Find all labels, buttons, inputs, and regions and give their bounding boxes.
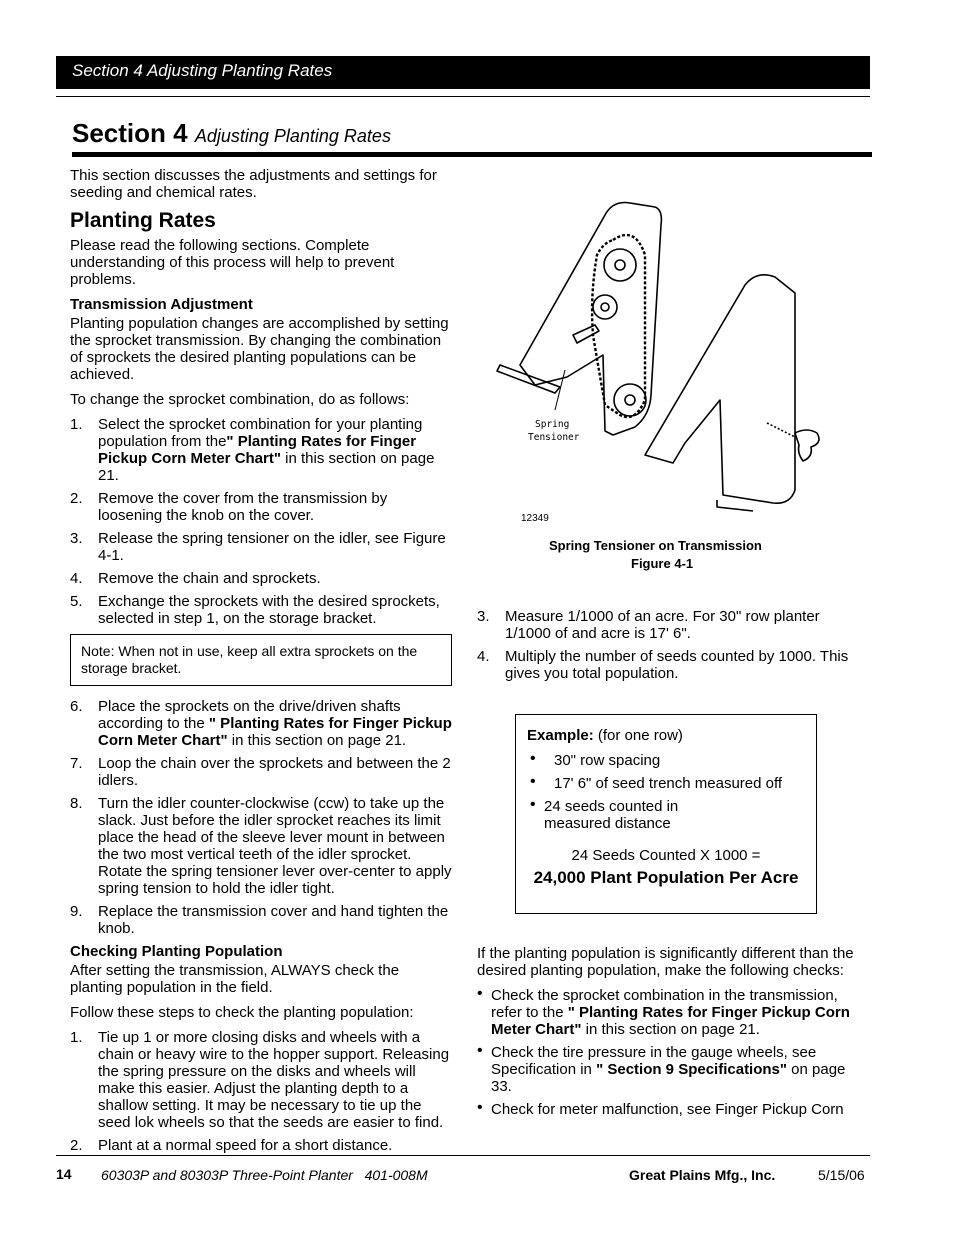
footer-date: 5/15/06: [818, 1167, 865, 1183]
steps-list-c: [70, 1029, 452, 1154]
steps-list-right: [477, 608, 863, 682]
list-text: [98, 903, 452, 937]
transmission-heading: Transmission Adjustment: [70, 296, 253, 313]
text-pre: Loop the chain over the sprockets and between the 2 idlers.: [98, 755, 451, 789]
list-text: Plant at a normal speed for a short distance.: [98, 1137, 393, 1154]
text-pre: Place the sprockets on the drive/driven shafts according to the: [98, 698, 401, 732]
right-column-steps: [477, 608, 863, 688]
transmission-paragraph: Planting population changes are accomplished by setting the sprocket transmission. By changing the combination of sprockets the desired planting populations can be achieved.: [70, 315, 449, 383]
text-pre: Remove the chain and sprockets.: [98, 570, 321, 587]
footer-rule: [56, 1155, 870, 1156]
planting-rates-heading: Planting Rates: [70, 209, 216, 232]
list-item: [70, 593, 452, 627]
list-number: 6.: [70, 698, 83, 715]
checks-intro: If the planting population is significantly different than the desired planting population, make the following checks:: [477, 945, 854, 979]
title-rule: [72, 152, 872, 157]
list-number: 2.: [70, 1137, 83, 1154]
running-header-title: Section 4 Adjusting Planting Rates: [72, 61, 333, 80]
list-item: [477, 648, 863, 682]
text-pre: Check the tire pressure in the gauge wheels, see Specification in: [491, 1044, 817, 1078]
list-text: [98, 570, 452, 587]
list-item: [70, 903, 452, 937]
change-intro: To change the sprocket combination, do as follows:: [70, 391, 410, 408]
figure-label: Figure 4-1: [631, 556, 694, 571]
example-bullet: • 24 seeds counted in measured distance: [530, 798, 744, 832]
steps-list-b: [70, 698, 452, 937]
list-item: [70, 1029, 452, 1131]
list-number: 7.: [70, 755, 83, 772]
figure-caption: Spring Tensioner on Transmission: [549, 538, 762, 553]
example-suffix: (for one row): [593, 727, 683, 744]
middle-sprocket: [593, 295, 617, 319]
knob-bolt: [767, 423, 795, 437]
list-number: 4.: [70, 570, 83, 587]
example-bullets: [530, 752, 800, 832]
lower-sprocket: [614, 384, 646, 416]
footer-doc-title: 60303P and 80303P Three-Point Planter 401-008M: [101, 1167, 428, 1183]
note-box: Note: When not in use, keep all extra sprockets on the storage bracket.: [70, 634, 452, 686]
list-item: [70, 1137, 452, 1154]
text-pre: Release the spring tensioner on the idler, see Figure 4-1.: [98, 530, 446, 564]
text-post: on page 33.: [491, 1061, 846, 1095]
list-text: Tie up 1 or more closing disks and wheels with a chain or heavy wire to the hopper support. Releasing the spring pressure on the disks and wheels will make this easier. Adjust the planting depth to a shallow setting. It may be necessary to tie up the seed lok wheels so that the seeds are easier to find.: [98, 1029, 450, 1131]
checks-list: [477, 987, 859, 1118]
upper-sprocket-hub: [615, 260, 625, 270]
check-item: [477, 1044, 859, 1095]
intro-paragraph: This section discusses the adjustments and settings for seeding and chemical rates.: [70, 167, 437, 201]
list-text: [98, 530, 452, 564]
housing-plate: [520, 203, 661, 436]
list-number: 1.: [70, 1029, 83, 1046]
bracket: [497, 365, 560, 393]
list-number: 4.: [477, 648, 490, 665]
text-pre: Replace the transmission cover and hand tighten the knob.: [98, 903, 449, 937]
text-pre: Check for meter malfunction, see Finger Pickup Corn: [491, 1101, 844, 1118]
text-post: in this section on page 21.: [581, 1021, 760, 1038]
list-text: [98, 416, 452, 484]
list-text: [98, 698, 452, 749]
text-bold: " Planting Rates for Finger Pickup Corn Meter Chart": [98, 715, 452, 749]
example-label: Example:: [527, 727, 594, 744]
list-text: Measure 1/1000 of an acre. For 30" row planter 1/1000 of and acre is 17' 6".: [505, 608, 820, 642]
section-title: [72, 118, 391, 151]
checking-paragraph: After setting the transmission, ALWAYS check the planting population in the field.: [70, 962, 400, 996]
list-number: 8.: [70, 795, 83, 812]
list-item: [70, 698, 452, 749]
checking-heading: Checking Planting Population: [70, 943, 283, 960]
list-number: 3.: [70, 530, 83, 547]
list-item: [70, 490, 452, 524]
planting-rates-paragraph: Please read the following sections. Complete understanding of this process will help to prevent problems.: [70, 237, 395, 288]
callout-label-line2: Tensioner: [528, 432, 580, 443]
list-item: [70, 755, 452, 789]
upper-sprocket: [604, 249, 636, 281]
figure-number: 12349: [521, 513, 549, 524]
list-item: [70, 416, 452, 484]
example-box: [515, 714, 817, 914]
list-number: 1.: [70, 416, 83, 433]
text-pre: Exchange the sprockets with the desired sprockets, selected in step 1, on the storage bracket.: [98, 593, 440, 627]
list-number: 3.: [477, 608, 490, 625]
follow-paragraph: Follow these steps to check the planting population:: [70, 1004, 414, 1021]
check-item: [477, 1101, 859, 1118]
callout-label-line1: Spring: [535, 419, 570, 430]
cover-flange: [717, 500, 753, 511]
text-bold: " Planting Rates for Finger Pickup Corn Meter Chart": [491, 1004, 850, 1038]
list-text: [98, 593, 452, 627]
text-bold: " Planting Rates for Finger Pickup Corn Meter Chart": [98, 433, 417, 467]
list-item: [70, 530, 452, 564]
list-item: [477, 608, 863, 642]
knob-icon: [795, 430, 819, 461]
list-number: 9.: [70, 903, 83, 920]
text-post: in this section on page 21.: [98, 450, 435, 484]
section-subtitle: Adjusting Planting Rates: [194, 126, 391, 146]
list-item: [70, 570, 452, 587]
middle-sprocket-hub: [601, 303, 609, 311]
list-number: 2.: [70, 490, 83, 507]
example-result: 24,000 Plant Population Per Acre: [533, 868, 799, 887]
list-text: Multiply the number of seeds counted by 1000. This gives you total population.: [505, 648, 849, 682]
text-bold: " Section 9 Specifications": [596, 1061, 788, 1078]
example-bullet: • 30" row spacing: [530, 752, 800, 769]
text-pre: Turn the idler counter-clockwise (ccw) to take up the slack. Just before the idler sprocket reaches its limit place the head of the sleeve lever mount in between the two most vertical teeth of the idler sprocket. Rotate the spring tensioner lever over-center to apply spring tension to hold the idler tight.: [98, 795, 452, 897]
list-item: [70, 795, 452, 897]
steps-list-a: [70, 416, 452, 627]
list-text: [98, 795, 452, 897]
text-post: in this section on page 21.: [227, 732, 407, 749]
header-rule: [56, 96, 870, 97]
list-text: [98, 755, 452, 789]
footer-company: Great Plains Mfg., Inc.: [629, 1167, 776, 1183]
list-text: [98, 490, 452, 524]
list-number: 5.: [70, 593, 83, 610]
text-pre: Check the sprocket combination in the transmission, refer to the: [491, 987, 838, 1021]
transmission-figure: [495, 195, 835, 525]
checks-section: [477, 945, 859, 1124]
example-formula: 24 Seeds Counted X 1000 =: [571, 847, 761, 864]
example-bullet: • 17' 6" of seed trench measured off: [530, 775, 800, 792]
check-item: [477, 987, 859, 1038]
text-pre: Remove the cover from the transmission by loosening the knob on the cover.: [98, 490, 388, 524]
section-number: Section 4: [72, 118, 188, 148]
left-column: [70, 167, 452, 1160]
transmission-cover: [645, 275, 795, 503]
page-number: 14: [56, 1166, 72, 1182]
text-pre: Select the sprocket combination for your planting population from the: [98, 416, 423, 450]
example-heading: [527, 727, 683, 744]
lower-sprocket-hub: [625, 395, 635, 405]
